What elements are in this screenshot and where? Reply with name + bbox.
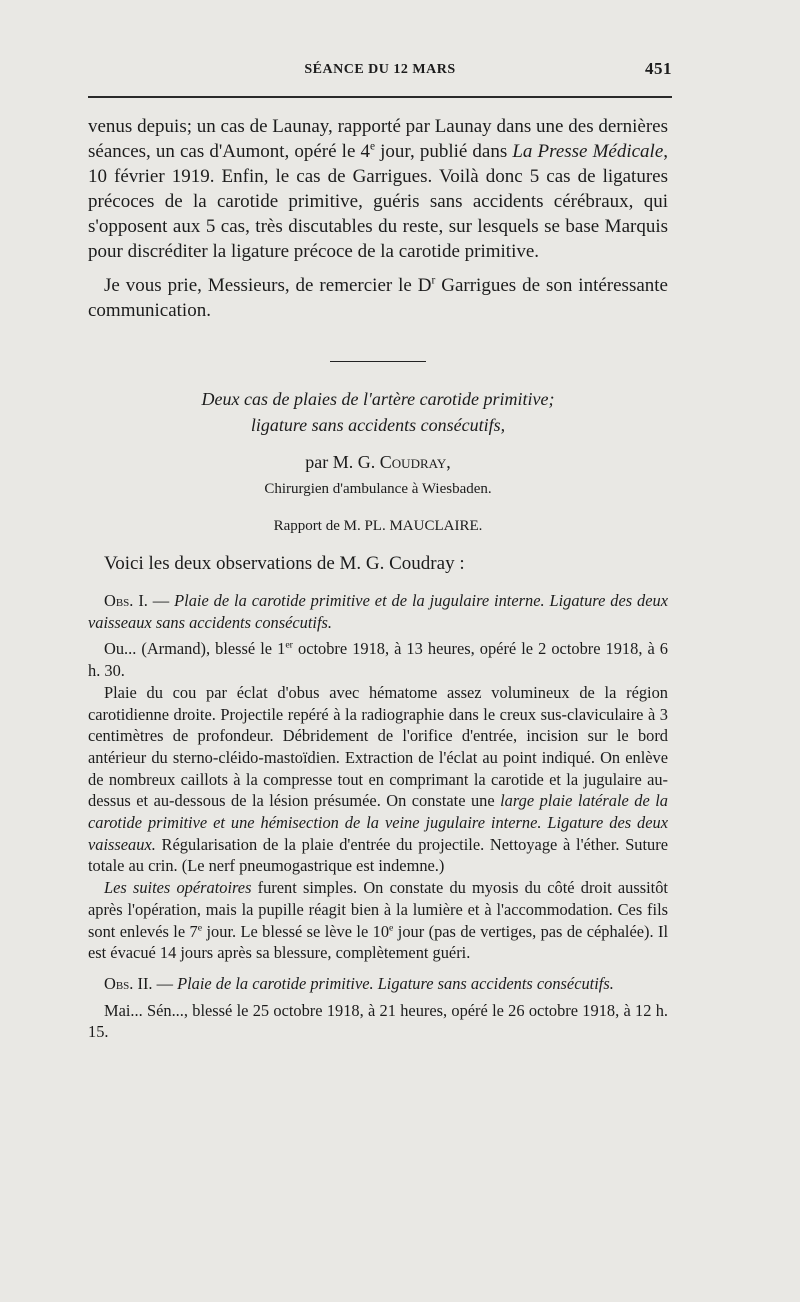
obs1-operation: Plaie du cou par éclat d'obus avec hématome assez volumineux de la région carotidienne droite. Projectile repéré à la radiographie dans le creux sus-claviculaire à 3 centimètres de profondeur. Débridement de l'orifice d'entrée, incision sur le bord antérieur du sterno-cléido-mastoïdien. Extraction de l'éclat au point indiqué. On enlève de nombreux caillots à la compresse tout en comprimant la carotide et la jugulaire au-dessus et au-dessous de la lésion présumée. On constate une large plaie latérale de la carotide primitive et une hémisection de la veine jugulaire interne. Ligature des deux vaisseaux. Régularisation de la plaie d'entrée du projectile. Nettoyage à l'éther. Suture totale au crin. (Le nerf pneumogastrique est indemne.) <box>88 682 668 876</box>
obs1-patient: Ou... (Armand), blessé le 1er octobre 1918, à 13 heures, opéré le 2 octobre 1918, à 6 h. 30. <box>88 639 668 681</box>
article-title-line-1: Deux cas de plaies de l'artère carotide primitive; <box>201 389 555 409</box>
section-separator <box>330 361 426 362</box>
rapporteur: Rapport de M. PL. MAUCLAIRE. <box>273 518 483 534</box>
running-header <box>88 59 672 86</box>
paragraph-thanks: Je vous prie, Messieurs, de remercier le $D^r$ Garrigues de son intéressante communication. <box>88 274 668 321</box>
observations-intro: Voici les deux observations de M. G. Coudray : <box>104 553 465 574</box>
obs2-patient: Mai... Sén..., blessé le 25 octobre 1918, à 21 heures, opéré le 26 octobre 1918, à 12 h. 15. <box>88 1000 668 1042</box>
obs1-outcome: Les suites opératoires furent simples. On constate du myosis du côté droit aussitôt après l'opération, mais la pupille réagit bien à la lumière et à l'accommodation. Ces fils sont enlevés le 7e jour. Le blessé se lève le 10e jour (pas de vertiges, pas de céphalée). Il est évacué 14 jours après sa blessure, complètement guéri. <box>88 878 669 963</box>
running-title: SÉANCE DU 12 MARS <box>304 62 456 77</box>
author-name: Coudray, <box>379 452 451 472</box>
author-affiliation: Chirurgien d'ambulance à Wiesbaden. <box>264 481 492 497</box>
article-title-line-2: ligature sans accidents consécutifs, <box>250 415 506 435</box>
header-rule <box>88 96 672 98</box>
obs1-heading: Obs. I. — Plaie de la carotide primitive et de la jugulaire interne. Ligature des deux vaisseaux sans accidents consécutifs. <box>88 591 669 632</box>
obs2-heading: Obs. II. — Plaie de la carotide primitive. Ligature sans accidents consécutifs. <box>104 973 614 993</box>
article-byline: par M. G. Coudray, <box>305 452 451 472</box>
page-body <box>88 114 668 1043</box>
paragraph-continuation: venus depuis; un cas de Launay, rapporté par Launay dans une des dernières séances, un cas d'Aumont, opéré le 4e jour, publié dans La Presse Médicale, 10 février 1919. Enfin, le cas de Garrigues. Voilà donc 5 cas de ligatures précoces de la carotide primitive, guéris sans accidents cérébraux, qui s'opposent aux 5 cas, très discutables du reste, sur lesquels se base Marquis pour discréditer la ligature précoce de la carotide primitive. <box>88 116 669 262</box>
page-number: 451 <box>645 59 672 78</box>
article-title <box>88 386 668 438</box>
